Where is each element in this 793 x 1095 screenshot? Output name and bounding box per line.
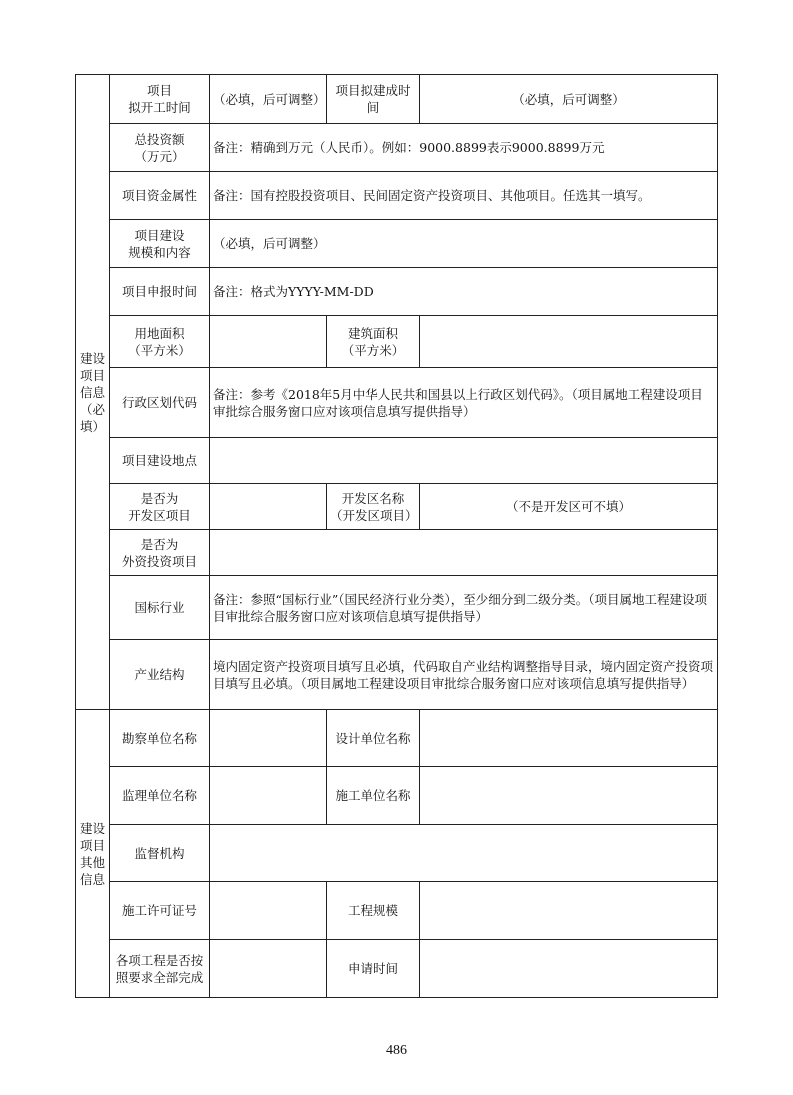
field-permit-number[interactable] <box>210 882 327 940</box>
field-construction-unit[interactable] <box>420 767 718 825</box>
field-foreign-investment[interactable] <box>210 530 718 576</box>
field-national-industry[interactable]: 备注：参照“国标行业”（国民经济行业分类），至少细分到二级分类。（项目属地工程建设项目审批综合服务窗口应对该项信息填写提供指导） <box>210 576 718 640</box>
form-row-industry <box>76 576 718 640</box>
form-row-completion <box>76 940 718 998</box>
field-land-area[interactable] <box>210 316 327 368</box>
label-construction-unit: 施工单位名称 <box>327 767 420 825</box>
label-design-unit: 设计单位名称 <box>327 710 420 767</box>
label-planned-completion-time: 项目拟建成时间 <box>327 75 420 124</box>
form-row-investment <box>76 124 718 172</box>
field-construction-location[interactable] <box>210 438 718 484</box>
form-row-supervision <box>76 767 718 825</box>
field-funding-attribute[interactable]: 备注：国有控股投资项目、民间固定资产投资项目、其他项目。任选其一填写。 <box>210 172 718 220</box>
form-row-admin-code <box>76 368 718 438</box>
label-construction-scale: 项目建设 规模和内容 <box>110 220 210 268</box>
field-survey-unit[interactable] <box>210 710 327 767</box>
label-construction-location: 项目建设地点 <box>110 438 210 484</box>
section-label-project-info: 建设 项目 信息 （必 填） <box>76 75 110 710</box>
label-completion-status: 各项工程是否按 照要求全部完成 <box>110 940 210 998</box>
field-total-investment[interactable]: 备注：精确到万元（人民币）。例如：9000.8899表示9000.8899万元 <box>210 124 718 172</box>
form-row-report-time <box>76 268 718 316</box>
form-row-area <box>76 316 718 368</box>
form-row-survey <box>76 710 718 767</box>
field-dev-zone-project[interactable] <box>210 484 327 530</box>
field-project-scale[interactable] <box>420 882 718 940</box>
label-survey-unit: 勘察单位名称 <box>110 710 210 767</box>
field-construction-scale[interactable]: （必填，后可调整） <box>210 220 718 268</box>
field-planned-completion-time[interactable]: （必填，后可调整） <box>420 75 718 124</box>
label-national-industry: 国标行业 <box>110 576 210 640</box>
field-dev-zone-name[interactable]: （不是开发区可不填） <box>420 484 718 530</box>
label-project-scale: 工程规模 <box>327 882 420 940</box>
section-label-other-info: 建设 项目 其他 信息 <box>76 710 110 998</box>
label-report-time: 项目申报时间 <box>110 268 210 316</box>
label-dev-zone-project: 是否为 开发区项目 <box>110 484 210 530</box>
field-report-time[interactable]: 备注：格式为YYYY-MM-DD <box>210 268 718 316</box>
form-row-location <box>76 438 718 484</box>
page-number: 486 <box>386 1043 407 1058</box>
label-permit-number: 施工许可证号 <box>110 882 210 940</box>
form-row-scale <box>76 220 718 268</box>
form-row-funding <box>76 172 718 220</box>
field-admin-division-code[interactable]: 备注：参考《2018年5月中华人民共和国县以上行政区划代码》。（项目属地工程建设项目审批综合服务窗口应对该项信息填写提供指导） <box>210 368 718 438</box>
form-row-agency <box>76 825 718 882</box>
form-row-permit <box>76 882 718 940</box>
form-row-foreign <box>76 530 718 576</box>
field-supervisory-agency[interactable] <box>210 825 718 882</box>
label-supervisory-agency: 监督机构 <box>110 825 210 882</box>
label-admin-division-code: 行政区划代码 <box>110 368 210 438</box>
label-funding-attribute: 项目资金属性 <box>110 172 210 220</box>
field-completion-status[interactable] <box>210 940 327 998</box>
label-application-time: 申请时间 <box>327 940 420 998</box>
project-info-form <box>75 74 718 998</box>
form-row-start-time <box>76 75 718 124</box>
form-row-dev-zone <box>76 484 718 530</box>
field-building-area[interactable] <box>420 316 718 368</box>
label-supervision-unit: 监理单位名称 <box>110 767 210 825</box>
label-dev-zone-name: 开发区名称 （开发区项目） <box>327 484 420 530</box>
label-foreign-investment: 是否为 外资投资项目 <box>110 530 210 576</box>
label-planned-start-time: 项目 拟开工时间 <box>110 75 210 124</box>
field-application-time[interactable] <box>420 940 718 998</box>
field-planned-start-time[interactable]: （必填，后可调整） <box>210 75 327 124</box>
label-building-area: 建筑面积 （平方米） <box>327 316 420 368</box>
field-supervision-unit[interactable] <box>210 767 327 825</box>
label-total-investment: 总投资额 （万元） <box>110 124 210 172</box>
label-industry-structure: 产业结构 <box>110 640 210 710</box>
field-design-unit[interactable] <box>420 710 718 767</box>
form-row-structure <box>76 640 718 710</box>
field-industry-structure[interactable]: 境内固定资产投资项目填写且必填，代码取自产业结构调整指导目录，境内固定资产投资项目填写且必填。（项目属地工程建设项目审批综合服务窗口应对该项信息填写提供指导） <box>210 640 718 710</box>
label-land-area: 用地面积 （平方米） <box>110 316 210 368</box>
